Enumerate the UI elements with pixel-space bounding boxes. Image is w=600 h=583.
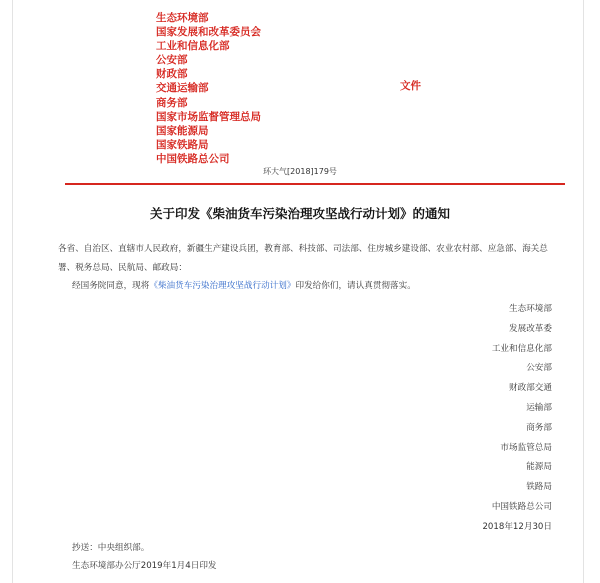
agency-name: 交通运输部 [156,82,209,95]
agency-name: 生态环境部 [156,12,209,24]
document-title: 关于印发《柴油货车污染治理攻坚战行动计划》的通知 [149,206,450,221]
agency-name: 国家能源局 [156,124,209,137]
agency-name: 商务部 [156,96,188,109]
signatory: 生态环境部 [509,304,552,314]
agency-name: 工业和信息化部 [156,40,230,53]
page-border-right [583,0,584,583]
signatory: 能源局 [526,462,552,473]
agency-name: 国家市场监督管理总局 [156,110,261,123]
addressees: 各省、自治区、直辖市人民政府，新疆生产建设兵团，教育部、科技部、司法部、住房城乡建设部、农业农村部、应急部、海关总署、税务总局、民航局、邮政局： [58,244,548,273]
cc-line: 抄送：中央组织部。 [72,543,150,553]
red-divider-line [65,183,565,185]
page-border-left [12,0,13,583]
document-number: 环大气[2018]179号 [263,167,337,176]
body-text-before: 经国务院同意，现将 [72,281,150,291]
document-mark: 文件 [400,80,421,92]
signatory: 发展改革委 [509,323,552,334]
signatory: 财政部交通 [509,383,552,394]
agency-name: 国家铁路局 [156,138,209,151]
agency-name: 财政部 [156,68,188,81]
signatory: 市场监管总局 [500,442,552,453]
signatory: 中国铁路总公司 [491,501,552,512]
signatory: 工业和信息化部 [491,343,552,354]
agency-name: 国家发展和改革委员会 [156,26,261,39]
signatory: 铁路局 [526,482,552,493]
signatory-list [482,300,552,538]
issuing-agencies [156,11,261,166]
print-line: 生态环境部办公厅2019年1月4日印发 [72,561,217,571]
agency-name: 中国铁路总公司 [156,152,230,165]
body-text-after: 印发给你们，请认真贯彻落实。 [295,281,416,291]
issue-date: 2018年12月30日 [482,521,552,532]
signatory: 运输部 [526,402,552,413]
signatory: 公安部 [526,363,552,374]
signatory: 商务部 [526,422,552,433]
agency-name: 公安部 [156,54,188,67]
plan-title-link[interactable]: 《柴油货车污染治理攻坚战行动计划》 [149,281,296,291]
body-paragraph [72,279,416,293]
